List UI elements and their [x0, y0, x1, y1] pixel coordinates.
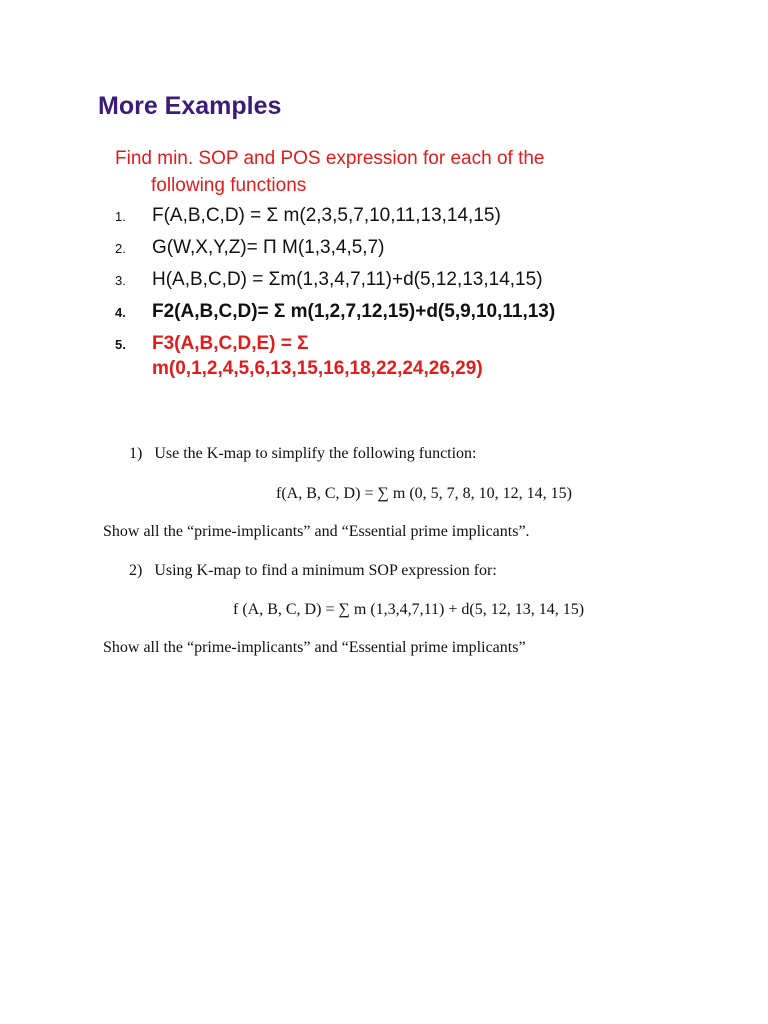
- question-2-instruction: Show all the “prime-implicants” and “Essential prime implicants”: [103, 639, 526, 656]
- question-1-instruction: Show all the “prime-implicants” and “Essential prime implicants”.: [103, 523, 530, 540]
- question-1-formula: f(A, B, C, D) = ∑ m (0, 5, 7, 8, 10, 12, 14, 15): [276, 485, 572, 502]
- intro-line-2: following functions: [151, 175, 307, 196]
- item-number: 3.: [115, 272, 126, 288]
- item-number: 2.: [115, 240, 126, 256]
- question-2: [129, 562, 497, 580]
- list-item: [115, 301, 555, 323]
- list-item: [115, 205, 501, 227]
- list-item: [115, 333, 309, 355]
- list-item: [115, 269, 543, 291]
- question-1-text: Use the K-map to simplify the following function:: [154, 445, 477, 462]
- question-2-label: 2): [129, 562, 143, 579]
- question-1-label: 1): [129, 445, 143, 462]
- item-expression: H(A,B,C,D) = Σm(1,3,4,7,11)+d(5,12,13,14,15): [152, 269, 543, 290]
- item-expression-continuation: m(0,1,2,4,5,6,13,15,16,18,22,24,26,29): [152, 358, 483, 379]
- list-item: [115, 237, 384, 259]
- item-expression: G(W,X,Y,Z)= Π M(1,3,4,5,7): [152, 237, 385, 258]
- question-1: [129, 445, 477, 463]
- slide-title: More Examples: [98, 92, 282, 120]
- item-expression: F3(A,B,C,D,E) = Σ: [152, 333, 309, 354]
- item-expression: F(A,B,C,D) = Σ m(2,3,5,7,10,11,13,14,15): [152, 205, 501, 226]
- question-2-text: Using K-map to find a minimum SOP expression for:: [154, 562, 497, 579]
- item-number: 4.: [115, 304, 126, 320]
- slide-intro: [115, 145, 545, 199]
- item-number: 1.: [115, 208, 126, 224]
- item-expression: F2(A,B,C,D)= Σ m(1,2,7,12,15)+d(5,9,10,11,13): [152, 301, 556, 322]
- intro-line-1: Find min. SOP and POS expression for each of the: [115, 148, 545, 169]
- item-number: 5.: [115, 336, 126, 352]
- question-2-formula: f (A, B, C, D) = ∑ m (1,3,4,7,11) + d(5, 12, 13, 14, 15): [233, 601, 585, 618]
